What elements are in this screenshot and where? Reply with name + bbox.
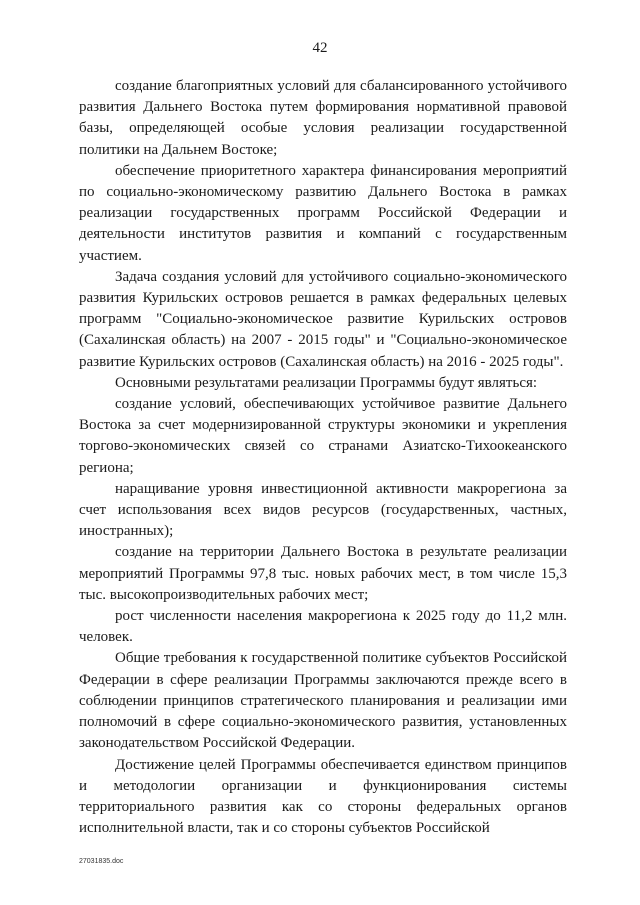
- paragraph: рост численности населения макрорегиона к 2025 году до 11,2 млн. человек.: [79, 608, 567, 646]
- paragraph: создание на территории Дальнего Востока в результате реализации мероприятий Программы 97,8 тыс. новых рабочих мест, в том числе 15,3 тыс. высокопроизводительных рабочих мест;: [79, 544, 567, 603]
- paragraph: Основными результатами реализации Программы будут являться:: [115, 374, 538, 391]
- paragraph: обеспечение приоритетного характера финансирования мероприятий по социально-экономическому развитию Дальнего Востока в рамках реализации государственных программ Российской Федерации и деятельности институтов развития и компаний с государственным участием.: [79, 162, 567, 264]
- paragraph: создание благоприятных условий для сбалансированного устойчивого развития Дальнего Востока путем формирования нормативной правовой базы, определяющей особые условия реализации государственной политики на Дальнем Востоке;: [79, 78, 567, 158]
- paragraph: наращивание уровня инвестиционной активности макрорегиона за счет использования всех видов ресурсов (государственных, частных, иностранных);: [79, 480, 567, 540]
- document-body: [79, 76, 567, 839]
- paragraph: создание условий, обеспечивающих устойчивое развитие Дальнего Востока за счет модернизированной структуры экономики и укрепления торгово-экономических связей со странами Азиатско-Тихоокеанского региона;: [79, 396, 567, 476]
- footer-filename: 27031835.doc: [79, 858, 124, 865]
- paragraph: Общие требования к государственной политике субъектов Российской Федерации в сфере реализации Программы заключаются прежде всего в соблюдении принципов стратегического планирования и реализации ими полномочий в сфере социально-экономического развития, установленных законодательством Российской Федерации.: [79, 650, 567, 752]
- paragraph: Задача создания условий для устойчивого социально-экономического развития Курильских островов решается в рамках федеральных целевых программ "Социально-экономическое развитие Курильских островов (Сахалинская область) на 2007 - 2015 годы" и "Социально-экономическое развитие Курильских островов (Сахалинская область) на 2016 - 2025 годы".: [79, 268, 567, 370]
- paragraph: Достижение целей Программы обеспечивается единством принципов и методологии организации и функционирования системы территориального развития как со стороны федеральных органов исполнительной власти, так и со стороны субъектов Российской: [79, 756, 567, 837]
- page-number: 42: [312, 40, 328, 56]
